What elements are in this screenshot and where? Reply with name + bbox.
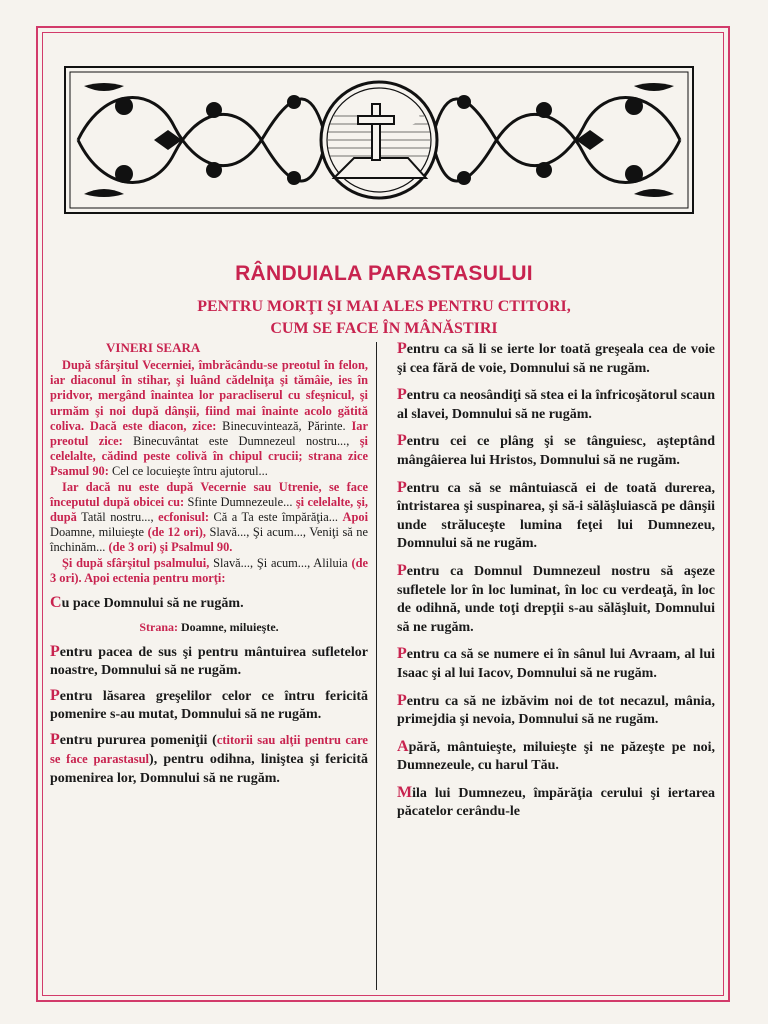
petition: Apără, mântuieşte, miluieşte şi ne păzeşte pe noi, Dumnezeule, cu harul Tău. <box>397 737 715 774</box>
rubric-paragraph: După sfârşitul Vecerniei, îmbrăcându-se preotul în felon, iar diaconul în stihar, şi luând cădelniţa şi tămâie, ies în pridvor, mergând înaintea lor paracliserul cu sfeşnicul, şi urmăm şi noi după dânşii, fiind mai înainte acolo gătită coliva. Dacă este diacon, zice: Binecuvintează, Părinte. Iar preotul zice: Binecuvântat este Dumnezeul nostru..., şi celelalte, cădind peste colivă în chipul crucii; strana zice Psamul 90: Cel ce locuieşte întru ajutorul... <box>50 358 368 479</box>
petition: Pentru cei ce plâng şi se tânguiesc, aşteptând mângâierea lui Hristos, Domnului să ne rugăm. <box>397 432 715 468</box>
cross-ornament-icon <box>64 66 694 214</box>
rubric-paragraph: Şi după sfârşitul psalmului, Slavă..., Şi acum..., Aliluia (de 3 ori). Apoi ectenia pentru morţi: <box>50 555 368 585</box>
left-column <box>50 340 368 794</box>
section-heading: VINERI SEARA <box>106 340 201 355</box>
right-column <box>397 340 715 830</box>
rubric-paragraph: Iar dacă nu este după Vecernie sau Utrenie, se face începutul după obicei cu: Sfinte Dumnezeule... şi celelalte, şi, după Tatăl nostru..., ecfonisul: Că a Ta este împărăţia... Apoi Doamne, miluieşte (de 12 ori), Slavă..., Şi acum..., Veniţi să ne închinăm... (de 3 ori) şi Psalmul 90. <box>50 479 369 555</box>
petition: Pentru ca Domnul Dumnezeul nostru să aşeze sufletele lor în loc luminat, în loc cu verdeaţă, în loc de odihnă, unde toţi drepţii s-au sălăşluit, Domnului să ne rugăm. <box>397 561 715 635</box>
column-divider <box>376 342 377 990</box>
subtitle-line-1: PENTRU MORŢI ŞI MAI ALES PENTRU CTITORI, <box>197 298 571 315</box>
strana-response: Strana: Doamne, miluieşte. <box>139 619 279 634</box>
petition: Pentru ca să se numere ei în sânul lui Avraam, al lui Isaac şi al lui Iacov, Domnului să ne rugăm. <box>397 645 715 681</box>
page-title: RÂNDUIALA PARASTASULUI <box>235 262 533 285</box>
petition: Pentru pacea de sus şi pentru mântuirea sufletelor noastre, Domnului să ne rugăm. <box>50 642 368 679</box>
petition: Mila lui Dumnezeu, împărăţia cerului şi iertarea păcatelor cerându-le <box>397 783 715 820</box>
petition: Cu pace Domnului să ne rugăm. <box>50 594 244 612</box>
petition: Pentru ca să se mântuiască ei de toată durerea, întristarea şi suspinarea, şi să-i sălăşluiască pe dânşii unde străluceşte lumina feţei lui Dumnezeu, Domnului să ne rugăm. <box>397 478 715 552</box>
petition: Pentru ca să ne izbăvim noi de tot necazul, mânia, primejdia şi nevoia, Domnului să ne rugăm. <box>397 691 715 728</box>
subtitle-line-2: CUM SE FACE ÎN MÂNĂSTIRI <box>270 320 498 337</box>
petition: Pentru pururea pomeniţii (ctitorii sau alţii pentru care se face parastasul), pentru odihna, liniştea şi fericită pomenirea lor, Domnului să ne rugăm. <box>50 730 368 786</box>
petition: Pentru lăsarea greşelilor celor ce întru fericită pomenire s-au mutat, Domnului să ne rugăm. <box>50 686 368 723</box>
petition: Pentru ca să li se ierte lor toată greşeala cea de voie şi cea fără de voie, Domnului să ne rugăm. <box>397 340 715 376</box>
petition: Pentru ca neosândiţi să stea ei la înfricoşătorul scaun al slavei, Domnului să ne rugăm. <box>397 386 715 422</box>
